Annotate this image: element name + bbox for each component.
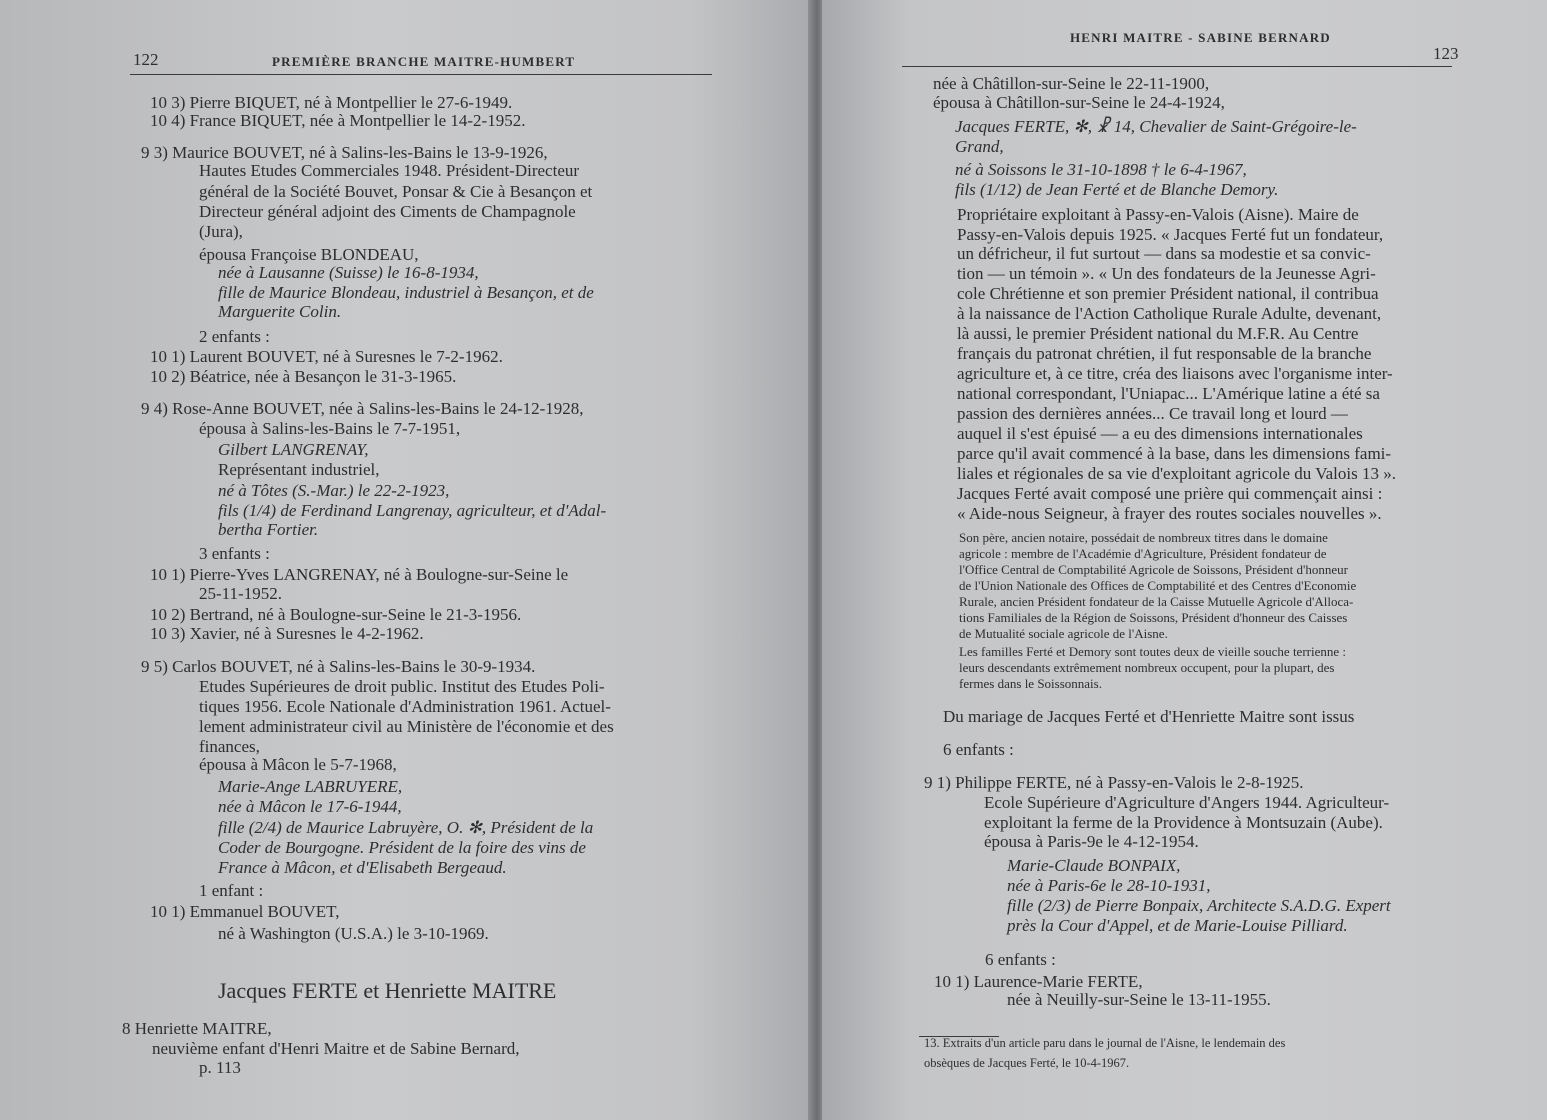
text-line: 1 enfant : bbox=[199, 881, 264, 900]
text-line: Représentant industriel, bbox=[218, 460, 380, 479]
text-line: épousa à Mâcon le 5-7-1968, bbox=[199, 755, 397, 774]
text-line: 3 enfants : bbox=[199, 544, 270, 563]
text-line: bertha Fortier. bbox=[218, 520, 319, 539]
text-line: France à Mâcon, et d'Elisabeth Bergeaud. bbox=[218, 858, 507, 877]
text-line: né à Tôtes (S.-Mar.) le 22-2-1923, bbox=[218, 481, 450, 500]
text-line: auquel il s'est épuisé — a eu des dimensions internationales bbox=[957, 424, 1363, 443]
text-line: Grand, bbox=[955, 137, 1004, 156]
text-line: p. 113 bbox=[199, 1058, 241, 1077]
text-line: là aussi, le premier Président national du M.F.R. Au Centre bbox=[957, 324, 1359, 343]
text-line: 9 4) Rose-Anne BOUVET, née à Salins-les-Bains le 24-12-1928, bbox=[141, 399, 584, 418]
text-line: liales et régionales de sa vie d'exploitant agricole du Valois 13 ». bbox=[957, 464, 1396, 483]
text-line: fille (2/3) de Pierre Bonpaix, Architecte S.A.D.G. Expert bbox=[1007, 896, 1391, 915]
text-line: épousa à Châtillon-sur-Seine le 24-4-1924, bbox=[933, 93, 1225, 112]
text-line: fils (1/12) de Jean Ferté et de Blanche Demory. bbox=[955, 180, 1279, 199]
text-line: épousa à Paris-9e le 4-12-1954. bbox=[984, 832, 1199, 851]
text-line: 9 3) Maurice BOUVET, né à Salins-les-Bains le 13-9-1926, bbox=[141, 143, 548, 162]
text-line: « Aide-nous Seigneur, à frayer des routes sociales nouvelles ». bbox=[957, 504, 1382, 523]
text-line: 10 3) Xavier, né à Suresnes le 4-2-1962. bbox=[150, 624, 424, 643]
text-line: Marie-Claude BONPAIX, bbox=[1007, 856, 1181, 875]
text-line: cole Chrétienne et son premier Président national, il contribua bbox=[957, 284, 1379, 303]
text-line: Marguerite Colin. bbox=[218, 302, 342, 321]
note-line: de Mutualité sociale agricole de l'Aisne. bbox=[959, 626, 1168, 641]
text-line: née à Lausanne (Suisse) le 16-8-1934, bbox=[218, 263, 479, 282]
text-line: 10 2) Bertrand, né à Boulogne-sur-Seine le 21-3-1956. bbox=[150, 605, 522, 624]
note-line: de l'Union Nationale des Offices de Comptabilité et des Centres d'Economie bbox=[959, 578, 1357, 593]
text-line: national correspondant, l'Uniapac... L'Amérique latine a été sa bbox=[957, 384, 1380, 403]
text-line: un défricheur, il fut surtout — dans sa modestie et sa convic- bbox=[957, 244, 1371, 263]
note-line: l'Office Central de Comptabilité Agricole de Soissons, Président d'honneur bbox=[959, 562, 1348, 577]
text-line: Jacques Ferté avait composé une prière qui commençait ainsi : bbox=[957, 484, 1383, 503]
text-line: née à Mâcon le 17-6-1944, bbox=[218, 797, 402, 816]
text-line: Passy-en-Valois depuis 1925. « Jacques Ferté fut un fondateur, bbox=[957, 225, 1384, 244]
running-header: HENRI MAITRE - SABINE BERNARD bbox=[1070, 30, 1331, 45]
text-line: 10 1) Laurence-Marie FERTE, bbox=[934, 972, 1143, 991]
text-line: 10 1) Laurent BOUVET, né à Suresnes le 7-2-1962. bbox=[150, 347, 503, 366]
text-line: (Jura), bbox=[199, 222, 243, 241]
text-line: Hautes Etudes Commerciales 1948. Président-Directeur bbox=[199, 161, 580, 180]
text-line: français du patronat chrétien, il fut responsable de la branche bbox=[957, 344, 1372, 363]
text-line: 9 5) Carlos BOUVET, né à Salins-les-Bains le 30-9-1934. bbox=[141, 657, 536, 676]
text-line: Marie-Ange LABRUYERE, bbox=[218, 777, 403, 796]
text-line: général de la Société Bouvet, Ponsar & Cie à Besançon et bbox=[199, 182, 593, 201]
text-line: épousa à Salins-les-Bains le 7-7-1951, bbox=[199, 419, 461, 438]
text-line: née à Neuilly-sur-Seine le 13-11-1955. bbox=[1007, 990, 1271, 1009]
text-line: tiques 1956. Ecole Nationale d'Administration 1961. Actuel- bbox=[199, 697, 611, 716]
text-line: fils (1/4) de Ferdinand Langrenay, agriculteur, et d'Adal- bbox=[218, 501, 607, 520]
text-line: 2 enfants : bbox=[199, 327, 270, 346]
text-line: 10 4) France BIQUET, née à Montpellier le 14-2-1952. bbox=[150, 111, 526, 130]
text-line: 10 3) Pierre BIQUET, né à Montpellier le 27-6-1949. bbox=[150, 93, 513, 112]
text-line: 9 1) Philippe FERTE, né à Passy-en-Valois le 2-8-1925. bbox=[924, 773, 1304, 792]
page-number: 123 bbox=[1433, 44, 1459, 63]
text-line: Ecole Supérieure d'Agriculture d'Angers 1944. Agriculteur- bbox=[984, 793, 1390, 812]
text-line: 6 enfants : bbox=[943, 740, 1014, 759]
text-line: agriculture et, à ce titre, créa des liaisons avec l'organisme inter- bbox=[957, 364, 1393, 383]
text-line: passion des dernières années... Ce travail long et lourd — bbox=[957, 404, 1348, 423]
text-line: 10 1) Emmanuel BOUVET, bbox=[150, 902, 340, 921]
text-line: tion — un témoin ». « Un des fondateurs de la Jeunesse Agri- bbox=[957, 264, 1376, 283]
text-line: né à Washington (U.S.A.) le 3-10-1969. bbox=[218, 924, 489, 943]
page-number: 122 bbox=[133, 50, 159, 69]
text-line: finances, bbox=[199, 737, 260, 756]
footnote-line: obsèques de Jacques Ferté, le 10-4-1967. bbox=[924, 1056, 1130, 1070]
header-rule bbox=[902, 66, 1452, 67]
text-line: fille de Maurice Blondeau, industriel à Besançon, et de bbox=[218, 283, 594, 302]
text-line: 10 2) Béatrice, née à Besançon le 31-3-1965. bbox=[150, 367, 457, 386]
text-line: Jacques FERTE, ✻, ☧ 14, Chevalier de Saint-Grégoire-le- bbox=[955, 117, 1357, 136]
text-line: parce qu'il avait commencé à la base, dans les dimensions fami- bbox=[957, 444, 1392, 463]
note-line: Les familles Ferté et Demory sont toutes deux de vieille souche terrienne : bbox=[959, 644, 1346, 659]
text-line: Gilbert LANGRENAY, bbox=[218, 440, 369, 459]
footnote-line: 13. Extraits d'un article paru dans le journal de l'Aisne, le lendemain des bbox=[924, 1036, 1286, 1050]
text-line: Etudes Supérieures de droit public. Institut des Etudes Poli- bbox=[199, 677, 605, 696]
text-line: Coder de Bourgogne. Président de la foire des vins de bbox=[218, 838, 586, 857]
text-line: fille (2/4) de Maurice Labruyère, O. ✻, Président de la bbox=[218, 818, 594, 837]
text-line: neuvième enfant d'Henri Maitre et de Sabine Bernard, bbox=[152, 1039, 520, 1058]
running-header: PREMIÈRE BRANCHE MAITRE-HUMBERT bbox=[272, 54, 576, 69]
text-line: exploitant la ferme de la Providence à Montsuzain (Aube). bbox=[984, 813, 1383, 832]
note-line: tions Familiales de la Région de Soissons, Président d'honneur des Caisses bbox=[959, 610, 1348, 625]
right-page bbox=[822, 0, 1547, 1120]
note-line: Son père, ancien notaire, possédait de nombreux titres dans le domaine bbox=[959, 530, 1328, 545]
text-line: née à Châtillon-sur-Seine le 22-11-1900, bbox=[933, 74, 1210, 93]
note-line: fermes dans le Soissonnais. bbox=[959, 676, 1102, 691]
text-line: près la Cour d'Appel, et de Marie-Louise Pilliard. bbox=[1007, 916, 1348, 935]
note-line: agricole : membre de l'Académie d'Agriculture, Président fondateur de bbox=[959, 546, 1327, 561]
section-heading: Jacques FERTE et Henriette MAITRE bbox=[218, 978, 557, 1003]
text-line: lement administrateur civil au Ministère de l'économie et des bbox=[199, 717, 614, 736]
note-line: leurs descendants extrêmement nombreux occupent, pour la plupart, des bbox=[959, 660, 1335, 675]
text-line: 10 1) Pierre-Yves LANGRENAY, né à Boulogne-sur-Seine le bbox=[150, 565, 569, 584]
text-line: Du mariage de Jacques Ferté et d'Henriette Maitre sont issus bbox=[943, 707, 1355, 726]
text-line: 25-11-1952. bbox=[199, 584, 282, 603]
text-line: à la naissance de l'Action Catholique Rurale Adulte, devenant, bbox=[957, 304, 1382, 323]
note-line: Rurale, ancien Président fondateur de la Caisse Mutuelle Agricole d'Alloca- bbox=[959, 594, 1354, 609]
header-rule bbox=[130, 74, 712, 75]
text-line: 8 Henriette MAITRE, bbox=[122, 1019, 272, 1038]
text-line: née à Paris-6e le 28-10-1931, bbox=[1007, 876, 1211, 895]
text-line: né à Soissons le 31-10-1898 † le 6-4-1967, bbox=[955, 160, 1247, 179]
text-line: épousa Françoise BLONDEAU, bbox=[199, 245, 419, 264]
text-line: Propriétaire exploitant à Passy-en-Valois (Aisne). Maire de bbox=[957, 205, 1359, 224]
text-line: Directeur général adjoint des Ciments de Champagnole bbox=[199, 202, 576, 221]
text-line: 6 enfants : bbox=[985, 950, 1056, 969]
